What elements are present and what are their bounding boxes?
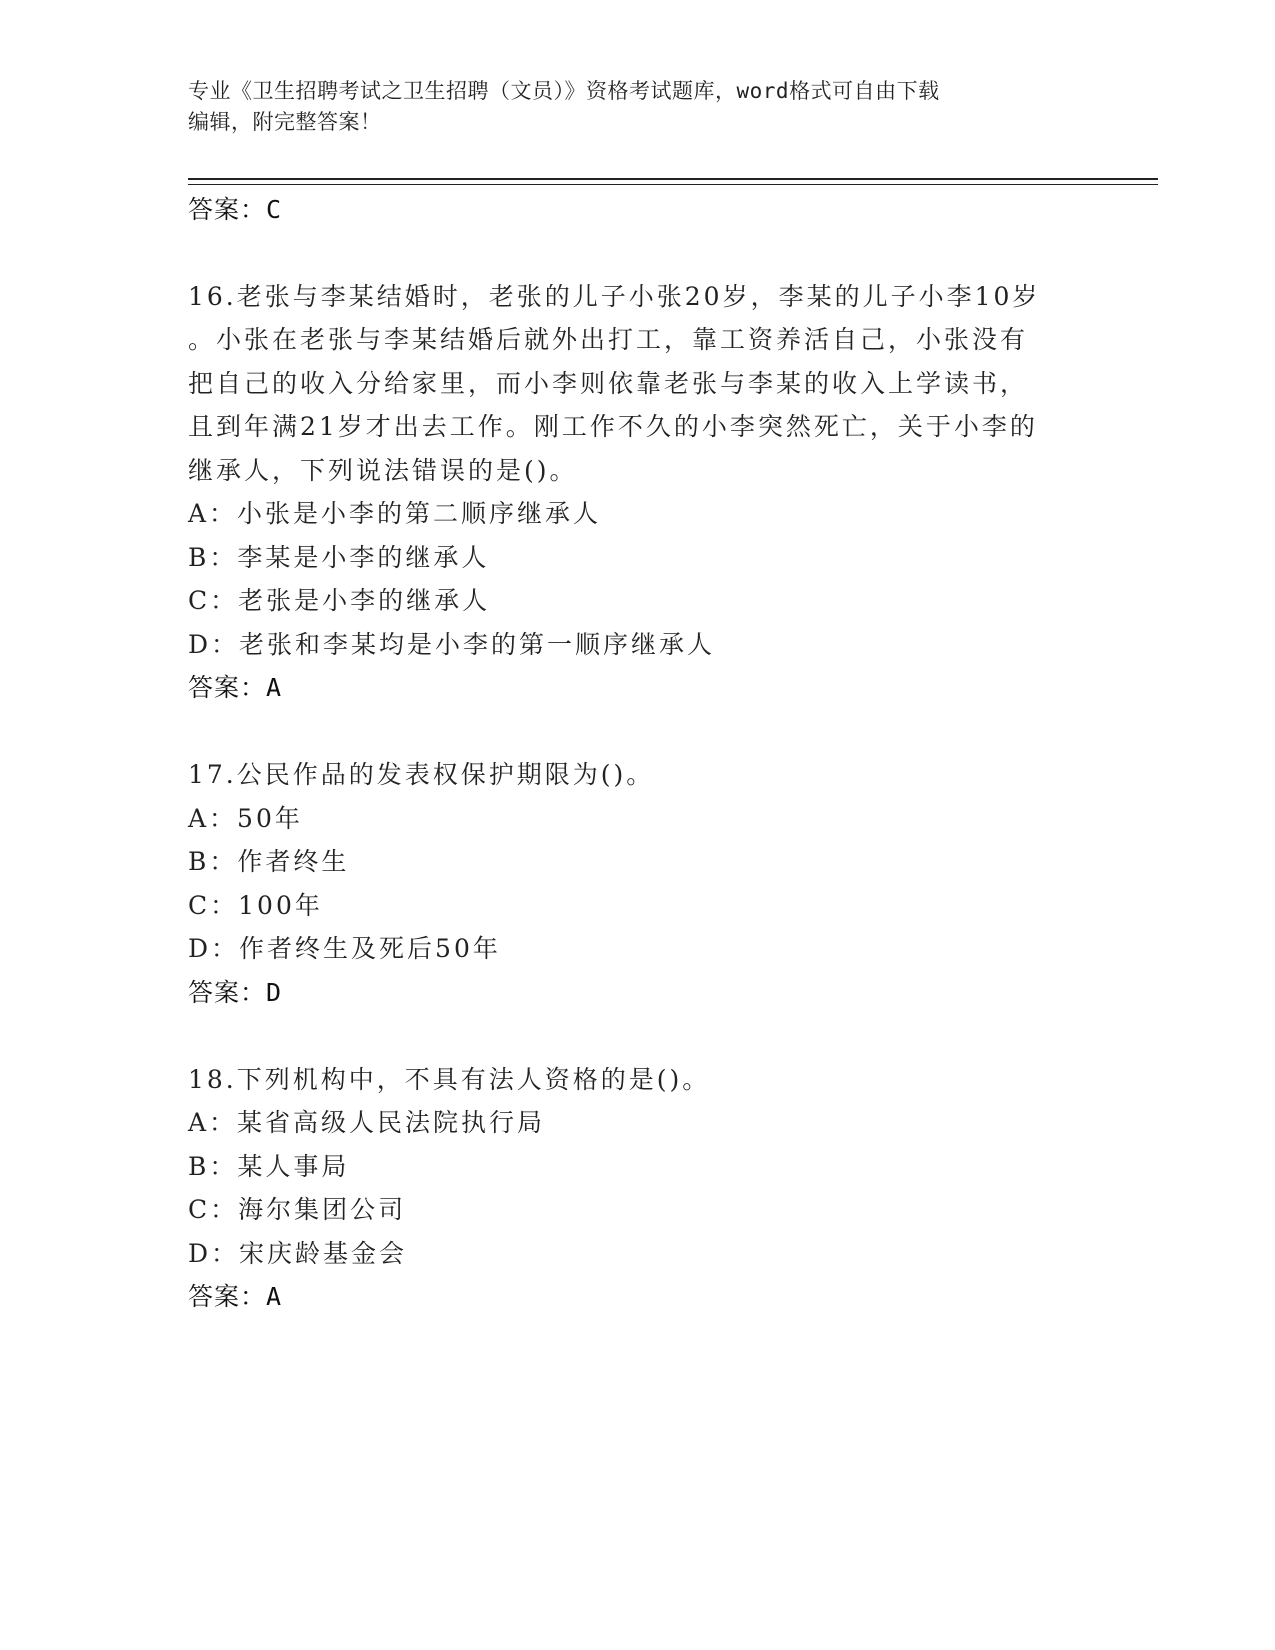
question-16-option-a: A：小张是小李的第二顺序继承人 [188, 499, 602, 528]
question-16-option-c: C：老张是小李的继承人 [188, 586, 491, 615]
question-17-line-1: 17.公民作品的发表权保护期限为()。 [188, 760, 655, 789]
header-line-2: 编辑，附完整答案！ [188, 110, 382, 134]
question-18-option-a: A：某省高级人民法院执行局 [188, 1108, 546, 1137]
question-16-option-d: D：老张和李某均是小李的第一顺序继承人 [188, 630, 716, 659]
header-rule-thick [188, 178, 1158, 180]
answer-previous: 答案：C [188, 195, 283, 224]
question-16-line-5: 继承人，下列说法错误的是()。 [188, 456, 578, 485]
question-18-option-d: D：宋庆龄基金会 [188, 1239, 408, 1268]
question-18-answer: 答案：A [188, 1282, 283, 1311]
question-17-option-b: B：作者终生 [188, 847, 350, 876]
question-16-answer: 答案：A [188, 673, 283, 702]
question-18-option-b: B：某人事局 [188, 1152, 350, 1181]
document-header [188, 76, 1068, 138]
question-17-answer: 答案：D [188, 978, 283, 1007]
question-16-option-b: B：李某是小李的继承人 [188, 543, 490, 572]
question-18-line-1: 18.下列机构中，不具有法人资格的是()。 [188, 1065, 711, 1094]
question-17-option-a: A：50年 [188, 804, 303, 833]
question-17-option-d: D：作者终生及死后50年 [188, 934, 501, 963]
question-16-line-1: 16.老张与李某结婚时，老张的儿子小张20岁，李某的儿子小李10岁 [188, 282, 1041, 311]
header-rule-thin [188, 184, 1158, 185]
header-line-1: 专业《卫生招聘考试之卫生招聘（文员）》资格考试题库，word格式可自由下载 [188, 79, 940, 103]
question-16-line-3: 把自己的收入分给家里，而小李则依靠老张与李某的收入上学读书， [188, 369, 1029, 398]
question-16-line-4: 且到年满21岁才出去工作。刚工作不久的小李突然死亡，关于小李的 [188, 412, 1038, 441]
question-17-option-c: C：100年 [188, 891, 323, 920]
question-16-line-2: 。小张在老张与李某结婚后就外出打工，靠工资养活自己，小张没有 [188, 325, 1029, 354]
question-18-option-c: C：海尔集团公司 [188, 1195, 407, 1224]
